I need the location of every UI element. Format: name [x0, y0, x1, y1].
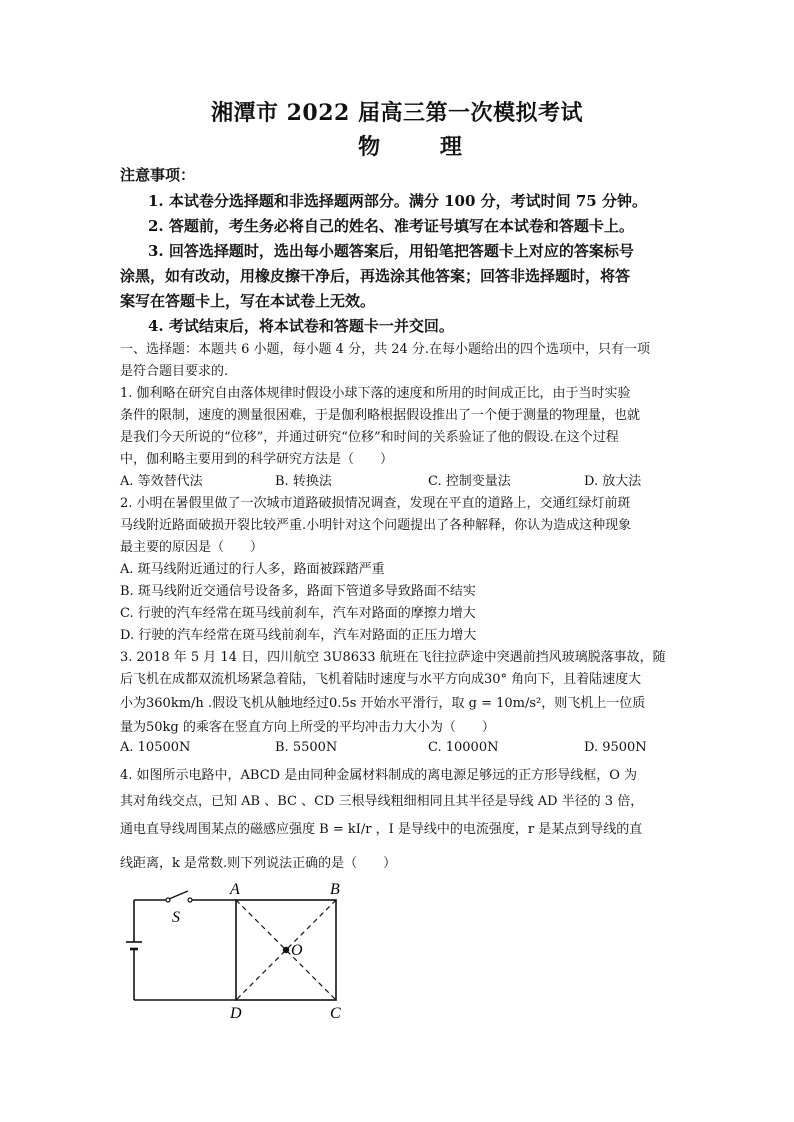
q3-text: 小为360km/h .假设飞机从触地经过0.5s 开始水平滑行，取 g = 10m/s²，则飞机上一位质: [120, 696, 646, 711]
q2-option-c: C. 行驶的汽车经常在斑马线前刹车，汽车对路面的摩擦力增大: [120, 606, 476, 621]
q1-option-d: D. 放大法: [584, 474, 642, 489]
label-b: B: [330, 881, 340, 898]
q3-option-a: A. 10500N: [120, 740, 191, 755]
q2-option-a: A. 斑马线附近通过的行人多，路面被踩踏严重: [120, 562, 385, 577]
q3-text: 后飞机在成都双流机场紧急着陆，飞机着陆时速度与水平方向成30° 角向下，且着陆速度大: [120, 672, 642, 687]
label-o: O: [291, 942, 303, 959]
q1-text: 1. 伽利略在研究自由落体规律时假设小球下落的速度和所用的时间成正比，由于当时实验: [120, 386, 631, 401]
q3-text: 量为50kg 的乘客在竖直方向上所受的平均冲击力大小为（ ）: [120, 720, 495, 735]
q2-text: 2. 小明在暑假里做了一次城市道路破损情况调查，发现在平直的道路上，交通红绿灯前斑: [120, 496, 631, 511]
label-d: D: [230, 1005, 242, 1022]
section-heading: 是符合题目要求的.: [120, 364, 229, 379]
q1-option-b: B. 转换法: [275, 474, 332, 489]
notice-line: 案写在答题卡上，写在本试卷上无效。: [120, 292, 376, 310]
q2-option-b: B. 斑马线附近交通信号设备多，路面下管道多导致路面不结实: [120, 584, 476, 599]
notice-line: 3. 回答选择题时，选出每小题答案后，用铅笔把答题卡上对应的答案标号: [148, 242, 634, 260]
q3-option-c: C. 10000N: [428, 740, 499, 755]
q4-text: 其对角线交点，已知 AB 、BC 、CD 三根导线粗细相同且其半径是导线 AD 半径的 3 倍，: [120, 794, 644, 809]
label-c: C: [330, 1005, 341, 1022]
q3-option-b: B. 5500N: [275, 740, 338, 755]
section-heading: 一、选择题：本题共 6 小题，每小题 4 分，共 24 分.在每小题给出的四个选项中，只有一项: [120, 342, 651, 357]
q4-text: 线距离，k 是常数.则下列说法正确的是（ ）: [120, 856, 397, 871]
q2-text: 马线附近路面破损开裂比较严重.小明针对这个问题提出了各种解释，你认为造成这种现象: [120, 518, 632, 533]
q1-option-c: C. 控制变量法: [428, 474, 511, 489]
notice-line: 涂黑，如有改动，用橡皮擦干净后，再选涂其他答案；回答非选择题时，将答: [120, 267, 631, 285]
q1-text: 条件的限制，速度的测量很困难，于是伽利略根据假设推出了一个便于测量的物理量，也就: [120, 408, 641, 423]
label-s: S: [172, 909, 180, 926]
q1-text: 是我们今天所说的“位移”，并通过研究“位移”和时间的关系验证了他的假设.在这个过程: [120, 430, 619, 445]
q1-text: 中，伽利略主要用到的科学研究方法是（ ）: [120, 452, 394, 467]
q1-option-a: A. 等效替代法: [120, 474, 203, 489]
subject-title: 物 理: [358, 134, 488, 160]
notice-line: 2. 答题前，考生务必将自己的姓名、准考证号填写在本试卷和答题卡上。: [148, 217, 634, 235]
q4-text: 4. 如图所示电路中，ABCD 是由同种金属材料制成的离电源足够远的正方形导线框，O 为: [120, 768, 638, 783]
circuit-diagram: [118, 878, 358, 1028]
q4-text: 通电直导线周围某点的磁感应强度 B = kI/r ，I 是导线中的电流强度，r 是某点到导线的直: [120, 822, 643, 837]
notice-line: 4. 考试结束后，将本试卷和答题卡一并交回。: [148, 317, 454, 335]
exam-title: 湘潭市 2022 届高三第一次模拟考试: [210, 100, 584, 126]
notice-line: 1. 本试卷分选择题和非选择题两部分。满分 100 分，考试时间 75 分钟。: [148, 192, 647, 210]
switch: [169, 891, 188, 899]
q2-text: 最主要的原因是（ ）: [120, 540, 264, 555]
q3-option-d: D. 9500N: [584, 740, 647, 755]
q2-option-d: D. 行驶的汽车经常在斑马线前刹车，汽车对路面的正压力增大: [120, 628, 477, 643]
notice-heading: 注意事项：: [120, 166, 196, 184]
label-a: A: [230, 881, 240, 898]
q3-text: 3. 2018 年 5 月 14 日，四川航空 3U8633 航班在飞往拉萨途中突遇前挡风玻璃脱落事故，随: [120, 650, 666, 665]
center-point: [283, 947, 289, 953]
